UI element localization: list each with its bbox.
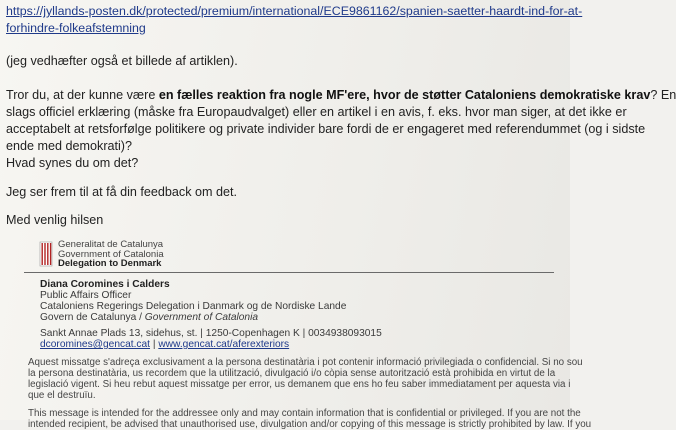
disclaimer-ca-line-3: legislació vigent. Si heu rebut aquest missatge per error, us demanem que ens ho feu saber immediatament per aquesta via i (28, 379, 571, 390)
disclaimer-en-line-2: intended recipient, be advised that unauthorised use, divulgation and/or copying of this message is strictly prohibited by law. If you (28, 419, 592, 430)
attachment-note: (jeg vedhæfter også et billede af artiklen). (6, 54, 238, 68)
feedback-line: Jeg ser frem til at få din feedback om det. (6, 185, 237, 199)
article-link-cont[interactable] (6, 19, 146, 37)
article-link[interactable] (6, 2, 582, 20)
signature-name: Diana Coromines i Calders (40, 279, 170, 290)
question-highlight: en fælles reaktion fra nogle MF'ere, hvor de støtter Cataloniens demokratiske krav (158, 88, 651, 102)
signature-address: Sankt Annae Plads 13, sidehus, st. | 1250-Copenhagen K | 0034938093015 (40, 328, 382, 339)
logo-line-1: Generalitat de Catalunya (58, 239, 164, 250)
senyera-icon (40, 242, 52, 266)
signature-divider (24, 272, 554, 273)
signature-title: Public Affairs Officer (40, 290, 132, 301)
logo-line-2: Government of Catalonia (58, 248, 164, 260)
disclaimer-ca-line-1: Aquest missatge s'adreça exclusivament a la persona destinatària i pot contenir informació privilegiada o confidencial. Si no sou (28, 357, 583, 368)
opinion-question: Hvad synes du om det? (6, 156, 139, 170)
closing: Med venlig hilsen (6, 213, 104, 227)
article-url-line2[interactable]: forhindre-folkeafstemning (6, 21, 146, 35)
logo-text (58, 240, 164, 269)
logo-line-3: Delegation to Denmark (58, 258, 162, 270)
article-url-line1[interactable]: https://jyllands-posten.dk/protected/premium/international/ECE9861162/spanien-saetter-haardt-ind-for-at- (6, 4, 583, 18)
disclaimer-ca-line-2: la persona destinatària, us recordem que la utilització, divulgació i/o còpia sense autorització està prohibida en virtut de la (28, 368, 556, 379)
question-line-1: Tror du, at der kunne være en fælles reaktion fra nogle MF'ere, hvor de støtter Cataloniens demokratiske krav? En (6, 88, 676, 102)
signature-contacts: dcoromines@gencat.cat | www.gencat.cat/aferexteriors (40, 339, 290, 350)
email-link[interactable]: dcoromines@gencat.cat (40, 339, 151, 350)
question-line-4: ende med demokrati)? (6, 139, 133, 153)
signature-org: Cataloniens Regerings Delegation i Danmark og de Nordiske Lande (40, 301, 347, 312)
signature-govern: Govern de Catalunya / Government of Catalonia (40, 312, 259, 323)
generalitat-logo (40, 240, 170, 270)
website-link[interactable]: www.gencat.cat/aferexteriors (158, 339, 290, 350)
disclaimer-en-line-1: This message is intended for the addressee only and may contain information that is confidential or privileged. If you are not the (28, 408, 581, 419)
question-line-3: acceptabelt at retsforfølge politikere og private individer bare fordi de er engageret med referendummet (og i sidste (6, 122, 646, 136)
disclaimer-ca-line-4: que el destruïu. (28, 390, 96, 401)
question-line-2: slags officiel erklæring (måske fra Europaudvalget) eller en artikel i en avis, f. eks. hvor man siger, at det ikke er (6, 105, 627, 119)
